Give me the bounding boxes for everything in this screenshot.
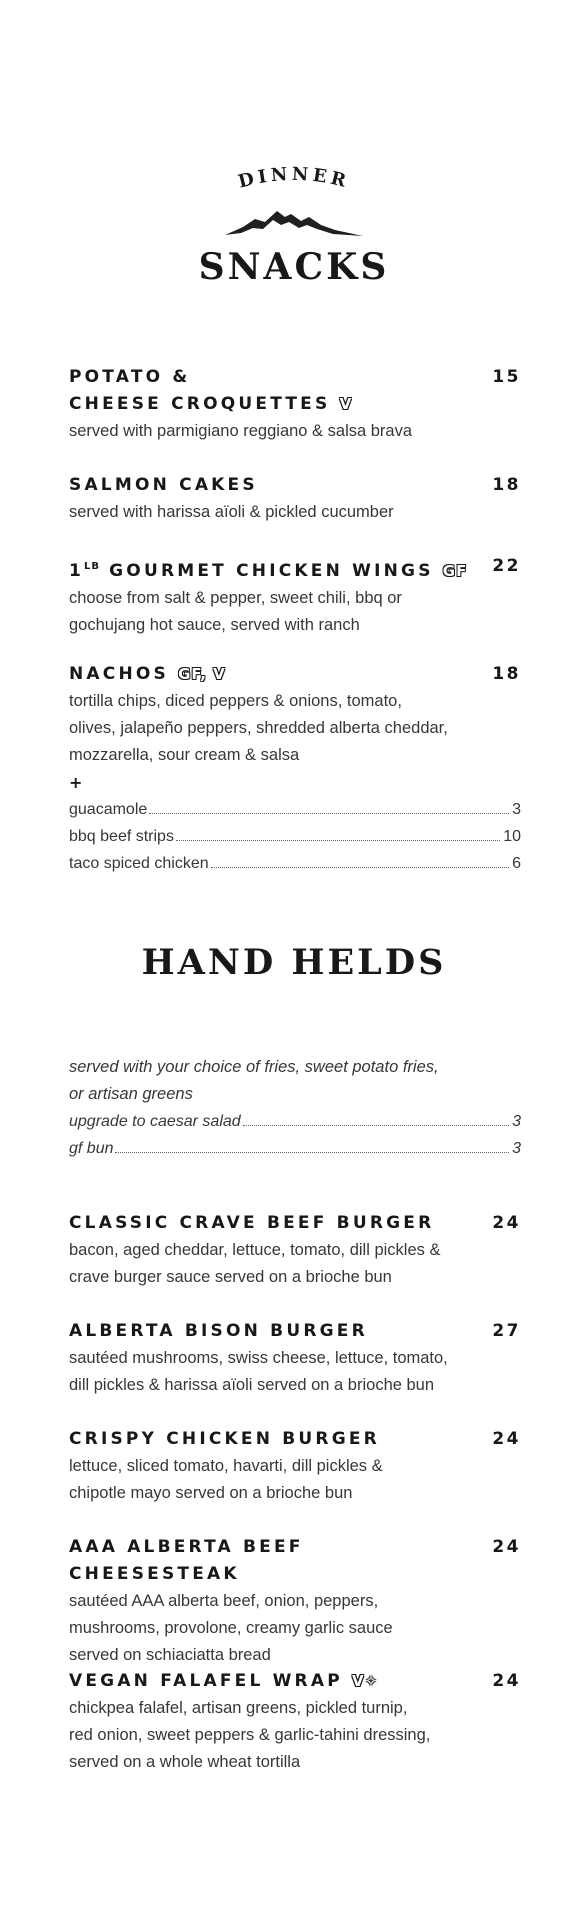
item-name: GOURMET CHICKEN WINGS — [109, 561, 434, 581]
add-on-plus: + — [69, 773, 83, 792]
add-on-price: 6 — [512, 855, 521, 872]
description-line: crave burger sauce served on a brioche bun — [69, 1268, 392, 1286]
upgrade-row — [69, 1108, 521, 1135]
description-line: served on a whole wheat tortilla — [69, 1753, 301, 1771]
item-name-line1: POTATO & — [69, 367, 191, 387]
item-description — [69, 1345, 521, 1399]
dietary-tags: GF, V — [178, 665, 226, 683]
vegan-tag: V✧ — [352, 1672, 379, 1690]
item-name: VEGAN FALAFEL WRAP — [69, 1671, 343, 1691]
mountain-icon — [225, 205, 363, 237]
item-name: AAA ALBERTA BEEF CHEESESTEAK — [69, 1537, 304, 1584]
item-price: 18 — [492, 475, 521, 495]
item-price: 27 — [492, 1321, 521, 1341]
description-line: gochujang hot sauce, served with ranch — [69, 616, 360, 634]
item-description — [69, 585, 521, 639]
menu-item-cheesesteak — [69, 1534, 521, 1669]
item-name: ALBERTA BISON BURGER — [69, 1321, 368, 1341]
description-line: red onion, sweet peppers & garlic-tahini dressing, — [69, 1726, 431, 1744]
description-line: choose from salt & pepper, sweet chili, bbq or — [69, 589, 402, 607]
upgrade-label: upgrade to caesar salad — [69, 1113, 241, 1130]
upgrade-price: 3 — [512, 1113, 521, 1130]
hand-helds-intro — [69, 1054, 521, 1162]
item-name-prefix: 1 — [69, 561, 85, 581]
dot-leader — [149, 812, 509, 814]
menu-item-bison-burger — [69, 1318, 521, 1399]
upgrade-price: 3 — [512, 1140, 521, 1157]
item-name-unit: LB — [84, 561, 101, 572]
intro-line: or artisan greens — [69, 1085, 193, 1103]
description-line: served on schiaciatta bread — [69, 1646, 271, 1664]
add-on-label: bbq beef strips — [69, 828, 174, 845]
upgrade-label: gf bun — [69, 1140, 114, 1157]
menu-item-nachos — [69, 661, 521, 877]
gluten-free-tag: GF — [442, 562, 468, 580]
item-price: 24 — [492, 1671, 521, 1691]
add-on-row — [69, 796, 521, 823]
item-price: 15 — [492, 367, 521, 387]
item-description — [69, 688, 521, 769]
description-line: sautéed AAA alberta beef, onion, peppers, — [69, 1592, 379, 1610]
add-on-row — [69, 850, 521, 877]
item-description: served with harissa aïoli & pickled cucumber — [69, 503, 394, 521]
menu-item-classic-burger — [69, 1210, 521, 1291]
dot-leader — [176, 839, 500, 841]
description-line: bacon, aged cheddar, lettuce, tomato, dill pickles & — [69, 1241, 441, 1259]
item-description: served with parmigiano reggiano & salsa brava — [69, 422, 413, 440]
add-on-label: taco spiced chicken — [69, 855, 209, 872]
description-line: tortilla chips, diced peppers & onions, tomato, — [69, 692, 402, 710]
dinner-eyebrow — [0, 150, 588, 200]
dot-leader — [115, 1151, 509, 1153]
description-line: mozzarella, sour cream & salsa — [69, 746, 300, 764]
item-name: CLASSIC CRAVE BEEF BURGER — [69, 1213, 435, 1233]
svg-text:DINNER: DINNER — [236, 163, 352, 193]
description-line: mushrooms, provolone, creamy garlic sauce — [69, 1619, 393, 1637]
item-description — [69, 1237, 521, 1291]
menu-item-chicken-wings — [69, 553, 521, 639]
item-description — [69, 1695, 521, 1776]
description-line: dill pickles & harissa aïoli served on a brioche bun — [69, 1376, 435, 1394]
menu-item-crispy-chicken-burger — [69, 1426, 521, 1507]
upgrade-row — [69, 1135, 521, 1162]
item-price: 24 — [492, 1213, 521, 1233]
hand-helds-title: HAND HELDS — [141, 942, 447, 983]
menu-item-falafel-wrap — [69, 1668, 521, 1776]
item-price: 24 — [492, 1429, 521, 1449]
item-price: 22 — [492, 556, 521, 576]
menu-item-salmon-cakes — [69, 472, 521, 526]
vegetarian-tag: V — [339, 395, 353, 413]
add-on-row — [69, 823, 521, 850]
item-name: CRISPY CHICKEN BURGER — [69, 1429, 380, 1449]
add-on-price: 3 — [512, 801, 521, 818]
description-line: olives, jalapeño peppers, shredded alberta cheddar, — [69, 719, 448, 737]
item-name: NACHOS — [69, 664, 169, 684]
item-price: 24 — [492, 1537, 521, 1557]
item-description — [69, 1453, 521, 1507]
dot-leader — [211, 866, 509, 868]
item-description — [69, 1588, 521, 1669]
item-price: 18 — [492, 664, 521, 684]
add-on-label: guacamole — [69, 801, 148, 818]
intro-line: served with your choice of fries, sweet potato fries, — [69, 1058, 439, 1076]
add-on-price: 10 — [503, 828, 521, 845]
description-line: sautéed mushrooms, swiss cheese, lettuce, tomato, — [69, 1349, 448, 1367]
description-line: lettuce, sliced tomato, havarti, dill pickles & — [69, 1457, 383, 1475]
item-name-line2: CHEESE CROQUETTES — [69, 394, 331, 414]
item-name: SALMON CAKES — [69, 475, 258, 495]
snacks-title: SNACKS — [198, 246, 390, 288]
dot-leader — [243, 1124, 509, 1126]
description-line: chickpea falafel, artisan greens, pickled turnip, — [69, 1699, 408, 1717]
description-line: chipotle mayo served on a brioche bun — [69, 1484, 353, 1502]
menu-item-croquettes — [69, 364, 521, 445]
